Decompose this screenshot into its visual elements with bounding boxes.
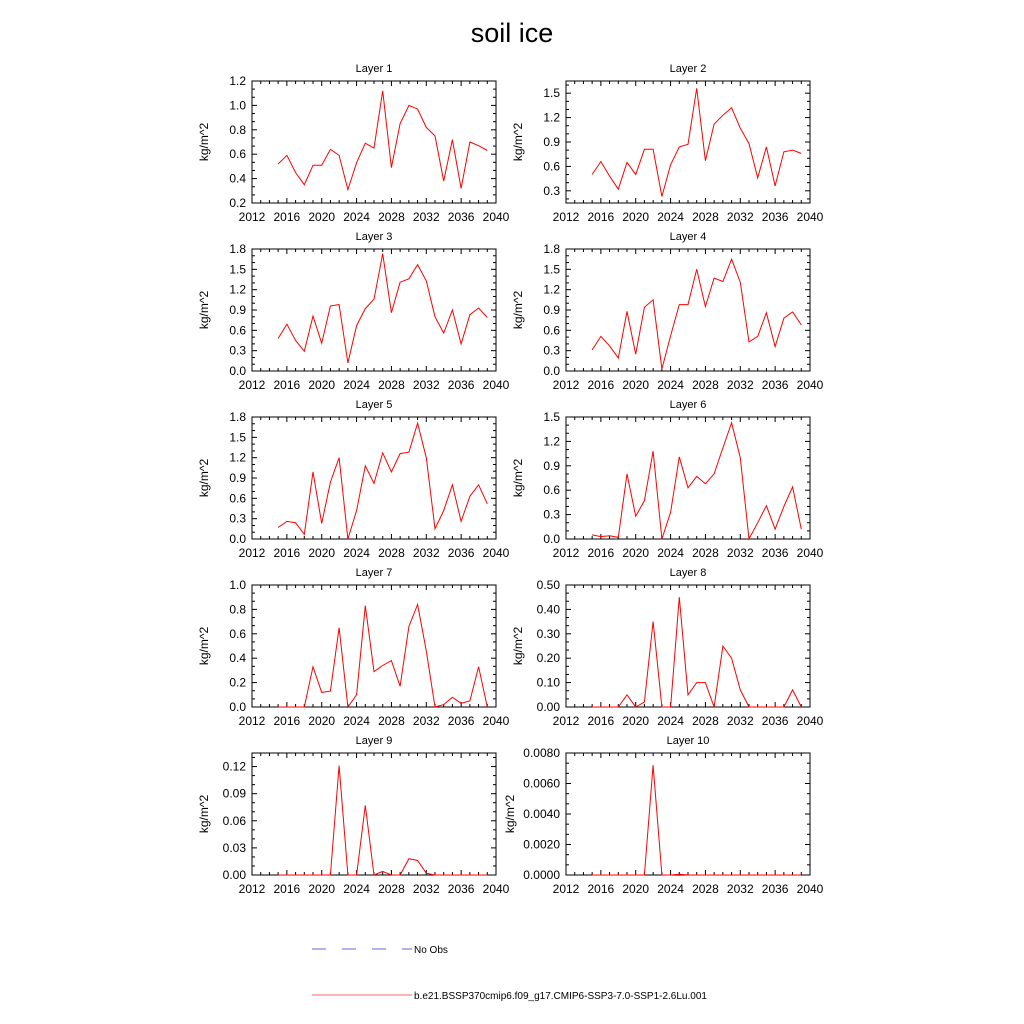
x-tick-label: 2028 [378,714,405,728]
y-tick-label: 1.2 [229,450,246,465]
y-tick-label: 0.6 [229,323,246,338]
x-tick-label: 2024 [657,882,684,896]
x-tick-label: 2040 [796,546,824,560]
y-tick-label: 1.5 [543,86,560,101]
x-tick-label: 2020 [622,882,650,896]
plot-frame [566,417,810,539]
panel-layer-9 [197,735,510,896]
y-tick-label: 1.8 [229,242,246,256]
y-tick-label: 0.0 [229,700,246,714]
x-tick-label: 2036 [447,210,475,224]
y-tick-label: 0.0 [229,364,246,378]
x-tick-label: 2020 [308,714,336,728]
x-tick-label: 2032 [726,210,754,224]
x-tick-label: 2016 [273,714,301,728]
y-tick-label: 0.3 [229,511,246,526]
y-axis-label: kg/m^2 [197,290,211,330]
x-tick-label: 2036 [761,714,789,728]
y-axis-label: kg/m^2 [197,458,211,498]
panel-title: Layer 9 [355,735,393,747]
y-axis-label: kg/m^2 [511,122,525,162]
x-tick-label: 2012 [552,714,580,728]
x-tick-label: 2016 [273,210,301,224]
x-tick-label: 2024 [343,378,370,392]
y-axis-label: kg/m^2 [197,794,211,834]
plot-frame [566,249,810,371]
x-tick-label: 2032 [412,378,440,392]
y-tick-label: 0.6 [543,159,560,174]
y-axis-label: kg/m^2 [197,626,211,666]
x-tick-label: 2020 [622,210,650,224]
x-tick-label: 2024 [343,210,370,224]
x-tick-label: 2032 [726,378,754,392]
y-axis-label: kg/m^2 [503,794,517,834]
y-axis-label: kg/m^2 [197,122,211,162]
x-tick-label: 2024 [343,546,370,560]
x-tick-label: 2040 [796,378,824,392]
x-tick-label: 2024 [343,714,370,728]
y-tick-label: 0.10 [536,675,560,690]
y-axis-label: kg/m^2 [511,626,525,666]
x-tick-label: 2028 [378,546,405,560]
x-tick-label: 2036 [447,882,475,896]
series-line [278,91,487,190]
panel-layer-10 [503,735,824,896]
y-tick-label: 0.9 [543,458,560,473]
x-tick-label: 2032 [726,546,754,560]
x-tick-label: 2024 [343,882,370,896]
legend-label-model-run: b.e21.BSSP370cmip6.f09_g17.CMIP6-SSP3-7.0-SSP1-2.6Lu.001 [414,991,707,1002]
x-tick-label: 2028 [692,546,719,560]
panel-title: Layer 7 [355,567,393,579]
x-tick-label: 2040 [796,882,824,896]
series-line [592,88,801,196]
panel-title: Layer 1 [355,63,393,75]
panel-layer-6 [511,399,824,560]
x-tick-label: 2036 [447,546,475,560]
x-tick-label: 2016 [273,378,301,392]
panel-title: Layer 4 [669,231,707,243]
x-tick-label: 2032 [412,546,440,560]
x-tick-label: 2036 [761,210,789,224]
y-tick-label: 0.40 [536,602,560,617]
y-tick-label: 1.0 [229,578,246,592]
x-tick-label: 2032 [726,714,754,728]
y-tick-label: 0.6 [543,483,560,498]
panel-layer-8 [511,567,824,728]
x-tick-label: 2028 [378,210,405,224]
x-tick-label: 2016 [273,882,301,896]
x-tick-label: 2012 [238,210,266,224]
x-tick-label: 2020 [308,378,336,392]
x-tick-label: 2032 [412,714,440,728]
plot-frame [252,417,496,539]
x-tick-label: 2020 [622,378,650,392]
y-tick-label: 1.5 [543,262,560,277]
y-tick-label: 0.9 [543,303,560,317]
y-tick-label: 0.50 [536,578,560,592]
panel-layer-4 [511,231,824,392]
y-tick-label: 0.2 [229,196,246,210]
x-tick-label: 2016 [587,378,615,392]
x-tick-label: 2012 [238,882,266,896]
y-tick-label: 0.4 [229,171,246,186]
x-tick-label: 2036 [761,882,789,896]
x-tick-label: 2036 [447,714,475,728]
series-line [592,765,801,875]
y-tick-label: 0.0020 [523,837,560,852]
y-tick-label: 0.3 [543,343,560,358]
y-tick-label: 0.8 [229,122,246,137]
y-tick-label: 0.9 [229,303,246,317]
y-tick-label: 0.20 [536,651,560,666]
y-tick-label: 0.0 [543,532,560,546]
x-tick-label: 2024 [657,546,684,560]
x-tick-label: 2024 [657,714,684,728]
x-tick-label: 2020 [622,714,650,728]
x-tick-label: 2016 [587,210,615,224]
panel-title: Layer 2 [669,63,707,75]
x-tick-label: 2028 [378,378,405,392]
y-tick-label: 0.3 [543,507,560,522]
y-tick-label: 0.0000 [523,868,560,882]
x-tick-label: 2032 [726,882,754,896]
y-tick-label: 0.6 [543,323,560,338]
y-tick-label: 0.0 [543,364,560,378]
x-tick-label: 2040 [482,714,510,728]
y-tick-label: 1.5 [229,262,246,277]
series-line [278,605,487,708]
y-tick-label: 0.6 [229,491,246,506]
y-tick-label: 0.0080 [523,746,560,760]
x-tick-label: 2036 [761,546,789,560]
x-tick-label: 2028 [692,714,719,728]
series-line [278,766,487,875]
x-tick-label: 2020 [308,546,336,560]
series-line [278,423,487,539]
y-tick-label: 0.00 [222,868,246,882]
panel-layer-1 [197,63,510,224]
y-tick-label: 0.06 [222,813,246,828]
y-tick-label: 0.09 [222,786,246,801]
y-axis-label: kg/m^2 [511,290,525,330]
x-tick-label: 2024 [657,378,684,392]
legend-label-no-obs: No Obs [414,945,448,956]
panel-layer-3 [197,231,510,392]
series-line [592,259,801,369]
y-tick-label: 0.12 [222,759,246,774]
x-tick-label: 2036 [761,378,789,392]
y-tick-label: 1.2 [229,282,246,297]
x-tick-label: 2012 [238,546,266,560]
x-tick-label: 2032 [412,210,440,224]
figure-title: soil ice [470,18,554,48]
series-line [278,254,487,363]
y-tick-label: 0.30 [536,626,560,641]
y-tick-label: 1.2 [543,282,560,297]
y-tick-label: 1.0 [229,98,246,113]
y-tick-label: 1.5 [229,430,246,445]
x-tick-label: 2040 [482,210,510,224]
x-tick-label: 2016 [587,546,615,560]
y-tick-label: 0.6 [229,147,246,162]
series-line [592,597,801,707]
y-tick-label: 1.2 [543,110,560,125]
y-tick-label: 0.8 [229,602,246,617]
x-tick-label: 2040 [482,378,510,392]
panel-title: Layer 6 [669,399,707,411]
panel-title: Layer 10 [666,735,710,747]
y-tick-label: 1.2 [229,74,246,88]
panel-title: Layer 3 [355,231,393,243]
y-tick-label: 0.0040 [523,807,560,821]
y-tick-label: 0.0 [229,532,246,546]
series-line [592,423,801,539]
plot-frame [252,81,496,203]
panel-grid [197,63,824,896]
y-tick-label: 0.3 [543,183,560,198]
y-tick-label: 0.4 [229,651,246,666]
y-tick-label: 0.6 [229,626,246,641]
y-tick-label: 0.2 [229,675,246,690]
y-tick-label: 0.9 [543,135,560,149]
x-tick-label: 2036 [447,378,475,392]
panel-layer-5 [197,399,510,560]
y-tick-label: 0.0060 [523,776,560,791]
x-tick-label: 2020 [622,546,650,560]
panel-title: Layer 8 [669,567,707,579]
y-tick-label: 0.9 [229,471,246,485]
x-tick-label: 2040 [796,714,824,728]
x-tick-label: 2012 [552,882,580,896]
x-tick-label: 2012 [552,210,580,224]
x-tick-label: 2020 [308,210,336,224]
x-tick-label: 2016 [587,882,615,896]
y-tick-label: 1.8 [543,242,560,256]
y-tick-label: 1.2 [543,434,560,449]
x-tick-label: 2024 [657,210,684,224]
x-tick-label: 2012 [238,378,266,392]
y-axis-label: kg/m^2 [511,458,525,498]
x-tick-label: 2020 [308,882,336,896]
y-tick-label: 1.8 [229,410,246,424]
x-tick-label: 2028 [378,882,405,896]
panel-layer-2 [511,63,824,224]
plot-frame [566,585,810,707]
legend [312,945,707,1002]
x-tick-label: 2012 [552,546,580,560]
x-tick-label: 2028 [692,882,719,896]
y-tick-label: 1.5 [543,410,560,424]
x-tick-label: 2032 [412,882,440,896]
plot-frame [252,249,496,371]
x-tick-label: 2040 [796,210,824,224]
plot-frame [566,753,810,875]
x-tick-label: 2012 [238,714,266,728]
y-tick-label: 0.03 [222,840,246,855]
panel-title: Layer 5 [355,399,393,411]
panel-layer-7 [197,567,510,728]
plot-frame [252,585,496,707]
x-tick-label: 2028 [692,378,719,392]
x-tick-label: 2012 [552,378,580,392]
x-tick-label: 2028 [692,210,719,224]
x-tick-label: 2016 [587,714,615,728]
x-tick-label: 2040 [482,882,510,896]
y-tick-label: 0.3 [229,343,246,358]
y-tick-label: 0.00 [536,700,560,714]
plot-frame [252,753,496,875]
x-tick-label: 2016 [273,546,301,560]
x-tick-label: 2040 [482,546,510,560]
